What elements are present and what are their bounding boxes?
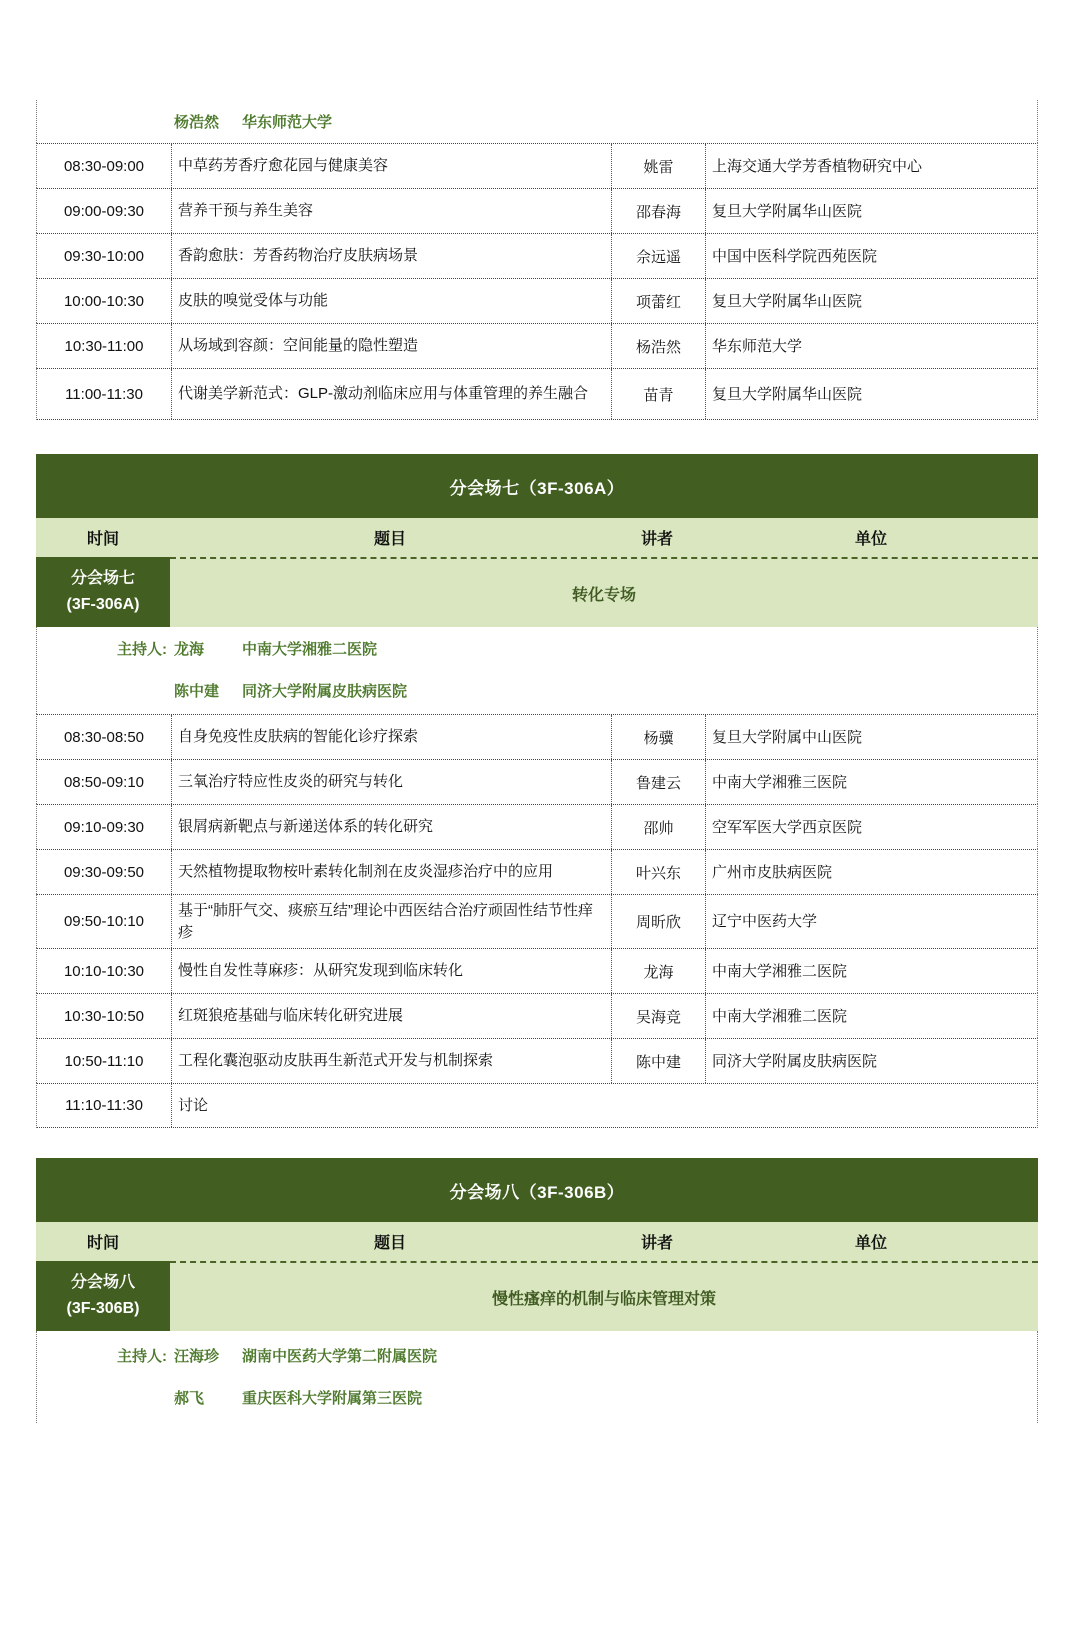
- header-speaker: 讲者: [640, 531, 673, 548]
- moderator-name: 杨浩然: [174, 114, 220, 131]
- title-cell: 从场域到容颜：空间能量的隐性塑造: [171, 324, 611, 368]
- speaker-cell: 项蕾红: [611, 279, 705, 323]
- org-cell: 上海交通大学芳香植物研究中心: [705, 144, 1037, 188]
- moderator-name: 汪海珍: [174, 1347, 220, 1365]
- time-cell: 10:30-10:50: [63, 1007, 145, 1025]
- speaker-cell: 叶兴东: [611, 850, 705, 894]
- table-row-discussion: [36, 1083, 1038, 1128]
- speaker-cell: 苗青: [611, 369, 705, 419]
- title-cell: 红斑狼疮基础与临床转化研究进展: [171, 994, 611, 1038]
- speaker-cell: 姚雷: [611, 144, 705, 188]
- time-cell: 09:30-09:50: [63, 863, 145, 881]
- title-cell: 中草药芳香疗愈花园与健康美容: [171, 144, 611, 188]
- session8-topic-row: [36, 1261, 1038, 1331]
- speaker-cell: 周昕欣: [611, 895, 705, 948]
- header-time: 时间: [86, 531, 119, 548]
- title-cell: 香韵愈肤：芳香药物治疗皮肤病场景: [171, 234, 611, 278]
- org-cell: 广州市皮肤病医院: [705, 850, 1037, 894]
- table-row: [36, 894, 1038, 948]
- org-cell: 辽宁中医药大学: [705, 895, 1037, 948]
- time-cell: 10:30-11:00: [64, 337, 144, 355]
- header-title: 题目: [373, 531, 406, 548]
- header-time: 时间: [86, 1235, 119, 1252]
- time-cell: 08:30-08:50: [63, 728, 145, 746]
- title-cell: 工程化囊泡驱动皮肤再生新范式开发与机制探索: [171, 1039, 611, 1083]
- header-org: 单位: [854, 1235, 887, 1252]
- org-cell: 中南大学湘雅二医院: [705, 994, 1037, 1038]
- moderator-line: [117, 1334, 1037, 1376]
- speaker-cell: 吴海竞: [611, 994, 705, 1038]
- org-cell: 空军军医大学西京医院: [705, 805, 1037, 849]
- moderator-org: 华东师范大学: [242, 114, 333, 131]
- header-speaker: 讲者: [640, 1235, 673, 1252]
- time-cell: 09:00-09:30: [63, 202, 145, 220]
- moderator-block: [36, 100, 1038, 143]
- table-row: [36, 759, 1038, 804]
- moderator-org: 重庆医科大学附属第三医院: [242, 1389, 423, 1407]
- table-row: [36, 323, 1038, 368]
- title-cell: 基于“肺肝气交、痰瘀互结”理论中西医结合治疗顽固性结节性痒疹: [171, 895, 611, 948]
- session8-banner: 分会场八（3F-306B）: [36, 1158, 1038, 1222]
- moderator-name: 龙海: [174, 640, 205, 658]
- org-cell: 复旦大学附属华山医院: [705, 189, 1037, 233]
- session7-room-cell: [36, 557, 170, 627]
- session7-banner: 分会场七（3F-306A）: [36, 454, 1038, 518]
- previous-session-table-continuation: [36, 100, 1038, 420]
- time-cell: 10:00-10:30: [63, 292, 145, 310]
- session7-block: [36, 454, 1038, 1128]
- speaker-cell: 邵春海: [611, 189, 705, 233]
- moderator-line: [117, 100, 1037, 143]
- speaker-cell: 邵帅: [611, 805, 705, 849]
- speaker-cell: 佘远遥: [611, 234, 705, 278]
- title-cell: 银屑病新靶点与新递送体系的转化研究: [171, 805, 611, 849]
- room-name: 分会场七: [70, 570, 135, 588]
- moderator-line: [117, 669, 1037, 711]
- org-cell: 中南大学湘雅二医院: [705, 949, 1037, 993]
- moderator-org: 同济大学附属皮肤病医院: [242, 682, 408, 700]
- org-cell: 中国中医科学院西苑医院: [705, 234, 1037, 278]
- time-cell: 10:10-10:30: [63, 962, 145, 980]
- room-number: (3F-306B): [66, 1300, 140, 1317]
- moderator-name: 陈中建: [174, 682, 220, 700]
- table-row: [36, 849, 1038, 894]
- title-cell: 天然植物提取物桉叶素转化制剂在皮炎湿疹治疗中的应用: [171, 850, 611, 894]
- org-cell: 复旦大学附属中山医院: [705, 715, 1037, 759]
- session7-topic-row: [36, 557, 1038, 627]
- org-cell: 中南大学湘雅三医院: [705, 760, 1037, 804]
- table-row: [36, 1038, 1038, 1083]
- moderator-line: [117, 627, 1037, 669]
- title-cell: 营养干预与养生美容: [171, 189, 611, 233]
- header-title: 题目: [373, 1235, 406, 1252]
- moderator-line: [117, 1376, 1037, 1418]
- session7-table: [36, 714, 1038, 1128]
- room-name: 分会场八: [70, 1274, 135, 1292]
- table-row: [36, 188, 1038, 233]
- title-cell: 皮肤的嗅觉受体与功能: [171, 279, 611, 323]
- time-cell: 10:50-11:10: [64, 1052, 144, 1070]
- org-cell: 华东师范大学: [705, 324, 1037, 368]
- table-row: [36, 993, 1038, 1038]
- moderator-name: 郝飞: [174, 1389, 205, 1407]
- speaker-cell: 龙海: [611, 949, 705, 993]
- header-org: 单位: [854, 531, 887, 548]
- org-cell: 复旦大学附属华山医院: [705, 369, 1037, 419]
- org-cell: 复旦大学附属华山医院: [705, 279, 1037, 323]
- session8-room-cell: [36, 1261, 170, 1331]
- column-header-row: [36, 518, 1038, 557]
- session7-topic: 转化专场: [170, 557, 1038, 627]
- table-row: [36, 143, 1038, 188]
- moderator-label: 主持人:: [117, 640, 167, 658]
- moderator-block: [36, 1331, 1038, 1423]
- table-row: [36, 233, 1038, 278]
- moderator-label: 主持人:: [117, 1347, 167, 1365]
- title-cell: 慢性自发性荨麻疹：从研究发现到临床转化: [171, 949, 611, 993]
- table-row: [36, 368, 1038, 420]
- title-cell: 讨论: [171, 1084, 1037, 1127]
- time-cell: 09:30-10:00: [63, 247, 145, 265]
- title-cell: 自身免疫性皮肤病的智能化诊疗探索: [171, 715, 611, 759]
- moderator-org: 湖南中医药大学第二附属医院: [242, 1347, 438, 1365]
- table-row: [36, 714, 1038, 759]
- column-header-row: [36, 1222, 1038, 1261]
- speaker-cell: 陈中建: [611, 1039, 705, 1083]
- time-cell: 09:10-09:30: [63, 818, 145, 836]
- table-row: [36, 278, 1038, 323]
- moderator-block: [36, 627, 1038, 714]
- moderator-org: 中南大学湘雅二医院: [242, 640, 378, 658]
- org-cell: 同济大学附属皮肤病医院: [705, 1039, 1037, 1083]
- speaker-cell: 杨浩然: [611, 324, 705, 368]
- time-cell: 09:50-10:10: [63, 913, 145, 930]
- table-row: [36, 804, 1038, 849]
- room-number: (3F-306A): [66, 596, 140, 613]
- time-cell: 08:50-09:10: [63, 773, 145, 791]
- conference-program-page: [36, 100, 1038, 1423]
- time-cell: 11:00-11:30: [65, 385, 143, 403]
- session8-block: [36, 1158, 1038, 1423]
- title-cell: 代谢美学新范式：GLP-激动剂临床应用与体重管理的养生融合: [171, 369, 611, 419]
- time-cell: 11:10-11:30: [65, 1097, 143, 1114]
- speaker-cell: 杨骥: [611, 715, 705, 759]
- table-row: [36, 948, 1038, 993]
- title-cell: 三氧治疗特应性皮炎的研究与转化: [171, 760, 611, 804]
- time-cell: 08:30-09:00: [63, 157, 145, 175]
- speaker-cell: 鲁建云: [611, 760, 705, 804]
- session8-topic: 慢性瘙痒的机制与临床管理对策: [170, 1261, 1038, 1331]
